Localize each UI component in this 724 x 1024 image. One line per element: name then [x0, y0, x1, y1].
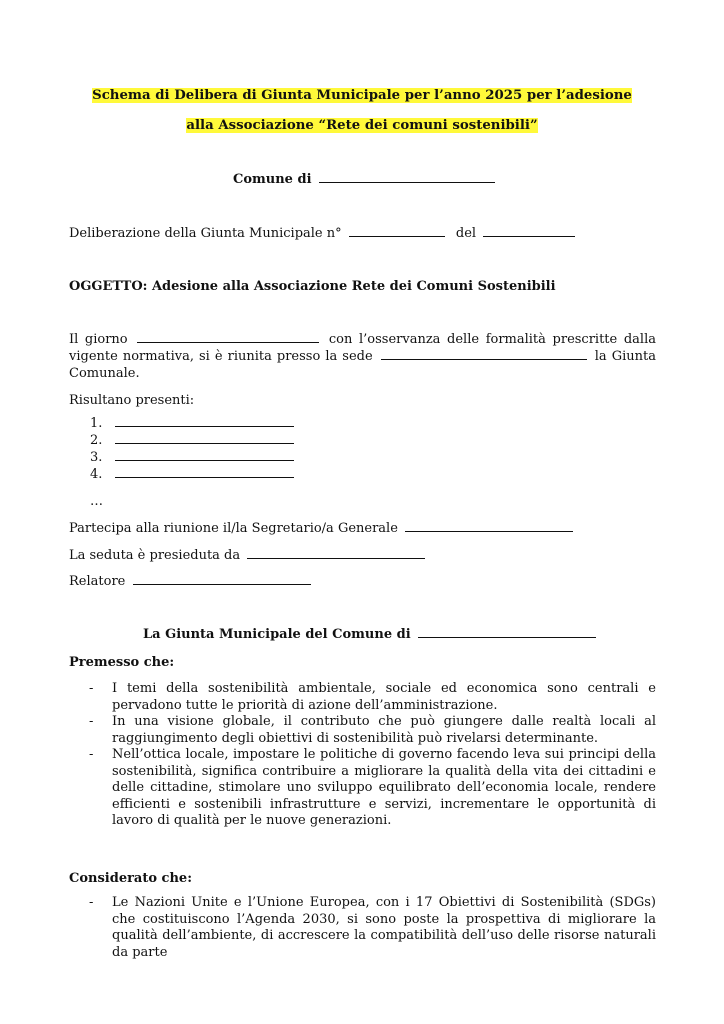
del-label: del: [455, 226, 477, 241]
intro-part3: vigente normativa, si è riunita presso la sede: [69, 349, 373, 364]
premesso-item-text: Nell’ottica locale, impostare le politiche di governo facendo leva sui principi della sostenibilità, significa contribuire a migliorare la qualità della vita dei cittadini e delle cittadine, stimolare uno sviluppo equilibrato dell’economia locale, rendere efficienti e sostenibili infrastrutture e servizi, incrementare le opportunità di lavoro di qualità per le nuove generazioni.: [112, 747, 656, 828]
list-item: [69, 895, 656, 961]
relatore-label: Relatore: [69, 574, 126, 589]
intro-line-1: [69, 331, 656, 348]
presenti-label: Risultano presenti:: [69, 393, 195, 408]
intro-part4: la Giunta: [594, 349, 656, 364]
segretario-blank[interactable]: [405, 530, 573, 532]
deliberazione-label: Deliberazione della Giunta Municipale n°: [69, 226, 342, 241]
intro-part5: Comunale.: [69, 366, 140, 381]
presente-blank[interactable]: [115, 476, 294, 478]
dash-bullet: -: [89, 714, 94, 729]
list-item: [69, 747, 656, 830]
intro-part2: con l’osservanza delle formalità prescritte dalla: [328, 332, 656, 347]
relatore-blank[interactable]: [133, 583, 311, 585]
giunta-heading: La Giunta Municipale del Comune di: [143, 627, 411, 642]
presidente-blank[interactable]: [247, 557, 425, 559]
title-line-1: [0, 88, 724, 103]
dash-bullet: -: [89, 747, 94, 762]
deliberazione-line: [69, 226, 578, 241]
data-blank[interactable]: [483, 235, 575, 237]
oggetto: OGGETTO: Adesione alla Associazione Rete dei Comuni Sostenibili: [69, 279, 556, 294]
comune-blank[interactable]: [319, 181, 495, 183]
dash-bullet: -: [89, 895, 94, 910]
giorno-blank[interactable]: [137, 341, 319, 343]
giunta-comune-blank[interactable]: [418, 636, 596, 638]
premesso-heading: Premesso che:: [69, 655, 175, 670]
presenti-ellipsis: …: [90, 494, 103, 509]
presente-row: [90, 450, 297, 465]
intro-paragraph: [69, 331, 656, 382]
premesso-item-text: I temi della sostenibilità ambientale, sociale ed economica sono centrali e pervadono tutte le priorità di azione dell’amministrazione.: [112, 681, 656, 713]
dash-bullet: -: [89, 681, 94, 696]
considerato-list: [69, 895, 656, 961]
title-text-2: alla Associazione “Rete dei comuni sostenibili”: [186, 118, 538, 133]
presente-number: 3.: [90, 450, 103, 465]
partecipa-label: Partecipa alla riunione il/la Segretario/a Generale: [69, 521, 398, 536]
intro-line-2: [69, 348, 656, 365]
considerato-heading: Considerato che:: [69, 871, 192, 886]
sede-blank[interactable]: [381, 358, 587, 360]
numero-blank[interactable]: [349, 235, 445, 237]
presente-blank[interactable]: [115, 425, 294, 427]
presente-row: [90, 416, 297, 431]
comune-line: [233, 172, 498, 187]
intro-part1: Il giorno: [69, 332, 128, 347]
presente-blank[interactable]: [115, 442, 294, 444]
presente-row: [90, 467, 297, 482]
presente-number: 1.: [90, 416, 103, 431]
premesso-list: [69, 681, 656, 830]
presieduta-label: La seduta è presieduta da: [69, 548, 241, 563]
premesso-item-text: In una visione globale, il contributo che può giungere dalle realtà locali al raggiungimento degli obiettivi di sostenibilità può rivelarsi determinante.: [112, 714, 656, 746]
presente-row: [90, 433, 297, 448]
presente-number: 2.: [90, 433, 103, 448]
presente-blank[interactable]: [115, 459, 294, 461]
relatore-line: [69, 574, 314, 589]
title-text-1: Schema di Delibera di Giunta Municipale per l’anno 2025 per l’adesione: [92, 88, 632, 103]
list-item: [69, 714, 656, 747]
comune-label: Comune di: [233, 172, 312, 187]
giunta-heading-line: [143, 627, 599, 642]
title-line-2: [0, 118, 724, 133]
considerato-item-text: Le Nazioni Unite e l’Unione Europea, con i 17 Obiettivi di Sostenibilità (SDGs) che costituiscono l’Agenda 2030, si sono poste la prospettiva di migliorare la qualità dell’ambiente, di accrescere la compatibilità dell’uso delle risorse naturali da parte: [112, 895, 656, 960]
presente-number: 4.: [90, 467, 103, 482]
partecipa-line: [69, 521, 576, 536]
presieduta-line: [69, 548, 428, 563]
list-item: [69, 681, 656, 714]
